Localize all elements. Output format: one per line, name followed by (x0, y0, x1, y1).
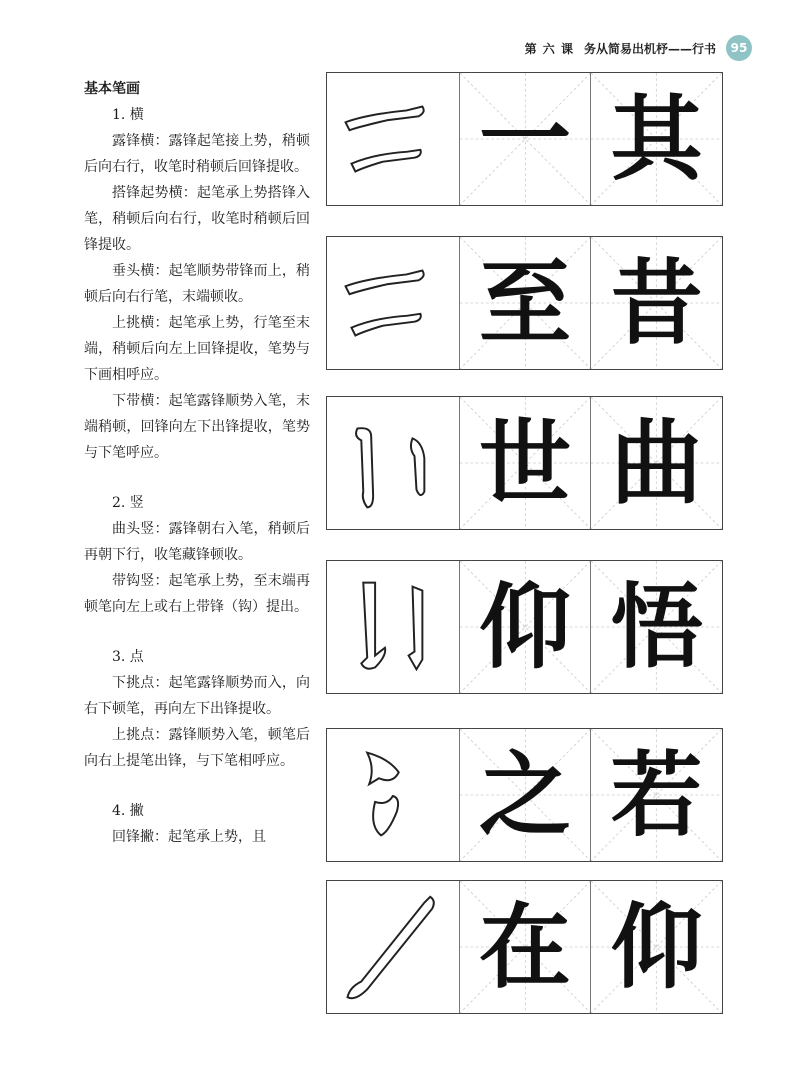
paragraph: 露锋横：露锋起笔接上势，稍顿后向右行，收笔时稍顿后回锋提收。 (84, 133, 310, 175)
paragraph: 带钩竖：起笔承上势，至末端再顿笔向左上或右上带锋（钩）提出。 (84, 573, 310, 615)
section-gap (84, 620, 310, 644)
character-cell (590, 729, 722, 861)
paragraph: 上挑横：起笔承上势，行笔至末端，稍顿后向左上回锋提收，笔势与下画相呼应。 (84, 315, 310, 383)
character-cell (590, 73, 722, 205)
character-cell (459, 237, 591, 369)
grid-row (326, 560, 723, 694)
vertical-strokes-icon (327, 397, 459, 529)
subsection-title: 4. 撇 (112, 803, 144, 819)
lesson-label: 第 六 课 (524, 41, 574, 56)
character-cell (590, 397, 722, 529)
hook-vertical-strokes-icon (327, 561, 459, 693)
character-cell (459, 73, 591, 205)
horizontal-strokes-icon (327, 73, 459, 205)
text-column (84, 76, 310, 850)
section-title: 基本笔画 (84, 81, 140, 97)
section-gap (84, 774, 310, 798)
character-cell (459, 881, 591, 1013)
calligraphy-character: 悟 (610, 573, 703, 681)
paragraph: 上挑点：露锋顺势入笔，顿笔后向右上提笔出锋，与下笔相呼应。 (84, 727, 310, 769)
subsection-title: 3. 点 (112, 649, 144, 665)
calligraphy-character: 曲 (610, 409, 703, 517)
calligraphy-character: 仰 (478, 573, 571, 681)
grid-row (326, 880, 723, 1014)
calligraphy-character: 仰 (610, 893, 703, 1001)
grid-row (326, 72, 723, 206)
section-gap (84, 466, 310, 490)
chapter-title: 务从简易出机杼——行书 (583, 41, 716, 56)
character-cell (459, 561, 591, 693)
dot-strokes-icon (327, 729, 459, 861)
paragraph: 下带横：起笔露锋顺势入笔，末端稍顿，回锋向左下出锋提收，笔势与下笔呼应。 (84, 393, 310, 461)
character-cell (590, 881, 722, 1013)
horizontal-strokes-icon (327, 237, 459, 369)
calligraphy-character: 一 (478, 85, 571, 193)
paragraph: 垂头横：起笔顺势带锋而上，稍顿后向右行笔，末端顿收。 (84, 263, 310, 305)
paragraph: 曲头竖：露锋朝右入笔，稍顿后再朝下行，收笔藏锋顿收。 (84, 521, 310, 563)
grid-row (326, 728, 723, 862)
paragraph: 搭锋起势横：起笔承上势搭锋入笔，稍顿后向右行，收笔时稍顿后回锋提收。 (84, 185, 310, 253)
calligraphy-character: 之 (478, 741, 571, 849)
page-header (525, 34, 752, 62)
grid-row (326, 236, 723, 370)
calligraphy-character: 若 (610, 741, 703, 849)
calligraphy-character: 至 (478, 249, 571, 357)
character-cell (459, 397, 591, 529)
subsection-title: 2. 竖 (112, 495, 144, 511)
grid-row (326, 396, 723, 530)
paragraph: 回锋撇：起笔承上势，且 (112, 829, 266, 845)
subsection-title: 1. 横 (112, 107, 144, 123)
calligraphy-character: 昔 (610, 249, 703, 357)
character-cell (590, 561, 722, 693)
character-cell (590, 237, 722, 369)
calligraphy-character: 世 (478, 409, 571, 517)
calligraphy-character: 其 (610, 85, 703, 193)
paragraph: 下挑点：起笔露锋顺势而入，向右下顿笔，再向左下出锋提收。 (84, 675, 310, 717)
calligraphy-character: 在 (478, 893, 571, 1001)
character-cell (459, 729, 591, 861)
page-number: 95 (726, 35, 752, 61)
left-falling-stroke-icon (327, 881, 459, 1013)
